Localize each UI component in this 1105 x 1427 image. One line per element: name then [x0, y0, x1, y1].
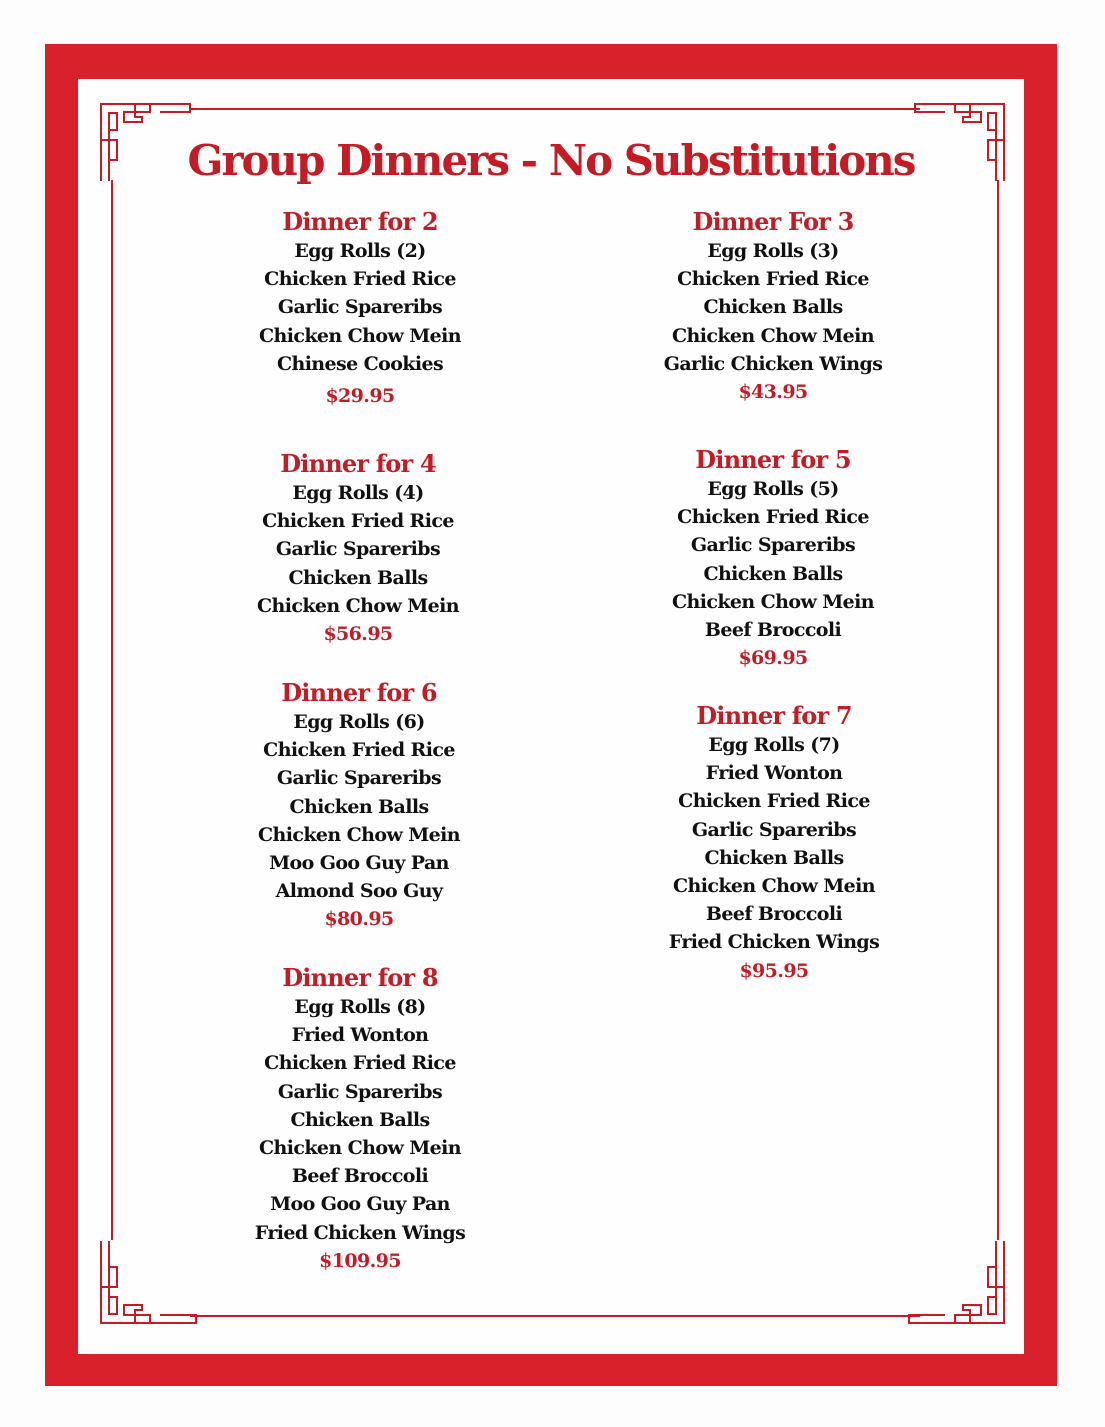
dinner-for-4-section	[198, 449, 518, 648]
dinner-for-2-section	[200, 207, 520, 410]
dish-item: Egg Rolls (8)	[294, 996, 426, 1018]
dish-item: Chicken Fried Rice	[264, 268, 456, 291]
dish-item: Chicken Fried Rice	[677, 506, 869, 529]
dinner-name: Dinner For 3	[692, 207, 854, 236]
dish-item: Garlic Spareribs	[277, 296, 443, 319]
dish-item: Garlic Spareribs	[277, 1080, 443, 1103]
menu-title: Group Dinners - No Substitutions	[187, 136, 915, 185]
dish-list	[613, 237, 933, 378]
dish-item: Fried Wonton	[705, 762, 843, 785]
dish-item: Moo Goo Guy Pan	[269, 852, 449, 875]
dinner-price: $80.95	[324, 908, 394, 931]
dish-list	[613, 475, 933, 644]
dinner-name: Dinner for 7	[696, 701, 852, 730]
dinner-for-7-section	[614, 701, 934, 985]
dish-item: Chicken Chow Mein	[672, 590, 874, 613]
corner-ornament-bottom-left	[101, 1241, 196, 1323]
dish-item: Chicken Chow Mein	[259, 1137, 461, 1160]
dinner-price: $69.95	[738, 647, 808, 670]
corner-ornament-bottom-right	[909, 1241, 1004, 1323]
dinner-price: $43.95	[738, 381, 808, 404]
dish-item: Egg Rolls (2)	[294, 240, 426, 262]
dish-list	[200, 993, 520, 1247]
dish-item: Almond Soo Guy	[275, 880, 443, 903]
dish-list	[200, 237, 520, 378]
dish-item: Fried Wonton	[291, 1024, 429, 1047]
dinner-for-6-section	[199, 678, 519, 933]
dish-item: Chicken Fried Rice	[263, 739, 455, 762]
dish-item: Beef Broccoli	[705, 903, 843, 926]
dish-item: Chinese Cookies	[276, 352, 444, 375]
dish-item: Beef Broccoli	[291, 1165, 429, 1188]
dish-item: Garlic Spareribs	[276, 767, 442, 790]
dish-item: Egg Rolls (5)	[707, 478, 839, 500]
dish-item: Garlic Spareribs	[275, 538, 441, 561]
dish-item: Chicken Balls	[703, 562, 843, 585]
dinner-price: $109.95	[319, 1249, 401, 1272]
dish-list	[199, 708, 519, 905]
dish-item: Moo Goo Guy Pan	[270, 1193, 450, 1216]
dish-item: Garlic Spareribs	[690, 534, 856, 557]
dish-item: Chicken Balls	[288, 566, 428, 589]
dish-item: Chicken Chow Mein	[257, 594, 459, 617]
dish-item: Egg Rolls (6)	[293, 711, 425, 733]
dinner-name: Dinner for 5	[695, 445, 851, 474]
dish-item: Chicken Balls	[703, 296, 843, 319]
dish-item: Chicken Fried Rice	[677, 268, 869, 291]
dish-item: Garlic Chicken Wings	[663, 352, 883, 375]
dish-list	[198, 479, 518, 620]
dish-item: Chicken Fried Rice	[264, 1052, 456, 1075]
dinner-for-5-section	[613, 445, 933, 672]
dinner-price: $56.95	[323, 623, 393, 646]
dish-item: Beef Broccoli	[704, 619, 842, 642]
dinner-name: Dinner for 4	[280, 449, 436, 478]
dinner-name: Dinner for 6	[281, 678, 437, 707]
dish-item: Egg Rolls (4)	[292, 482, 424, 504]
dinner-name: Dinner for 2	[282, 207, 438, 236]
dish-item: Fried Chicken Wings	[254, 1221, 466, 1244]
dish-item: Chicken Chow Mein	[258, 823, 460, 846]
dinner-for-8-section	[200, 963, 520, 1275]
dish-list	[614, 731, 934, 957]
dish-item: Chicken Balls	[290, 1108, 430, 1131]
dish-item: Egg Rolls (7)	[708, 734, 840, 756]
dish-item: Chicken Chow Mein	[673, 875, 875, 898]
dish-item: Chicken Balls	[704, 846, 844, 869]
dinner-price: $29.95	[325, 385, 395, 408]
dish-item: Chicken Chow Mein	[259, 324, 461, 347]
dish-item: Chicken Balls	[289, 795, 429, 818]
dinner-name: Dinner for 8	[282, 963, 438, 992]
dinner-for-3-section	[613, 207, 933, 406]
dish-item: Fried Chicken Wings	[668, 931, 880, 954]
dish-item: Chicken Fried Rice	[678, 790, 870, 813]
dish-item: Egg Rolls (3)	[707, 240, 839, 262]
dish-item: Garlic Spareribs	[691, 818, 857, 841]
dinner-price: $95.95	[739, 959, 809, 982]
dish-item: Chicken Fried Rice	[262, 510, 454, 533]
dish-item: Chicken Chow Mein	[672, 324, 874, 347]
